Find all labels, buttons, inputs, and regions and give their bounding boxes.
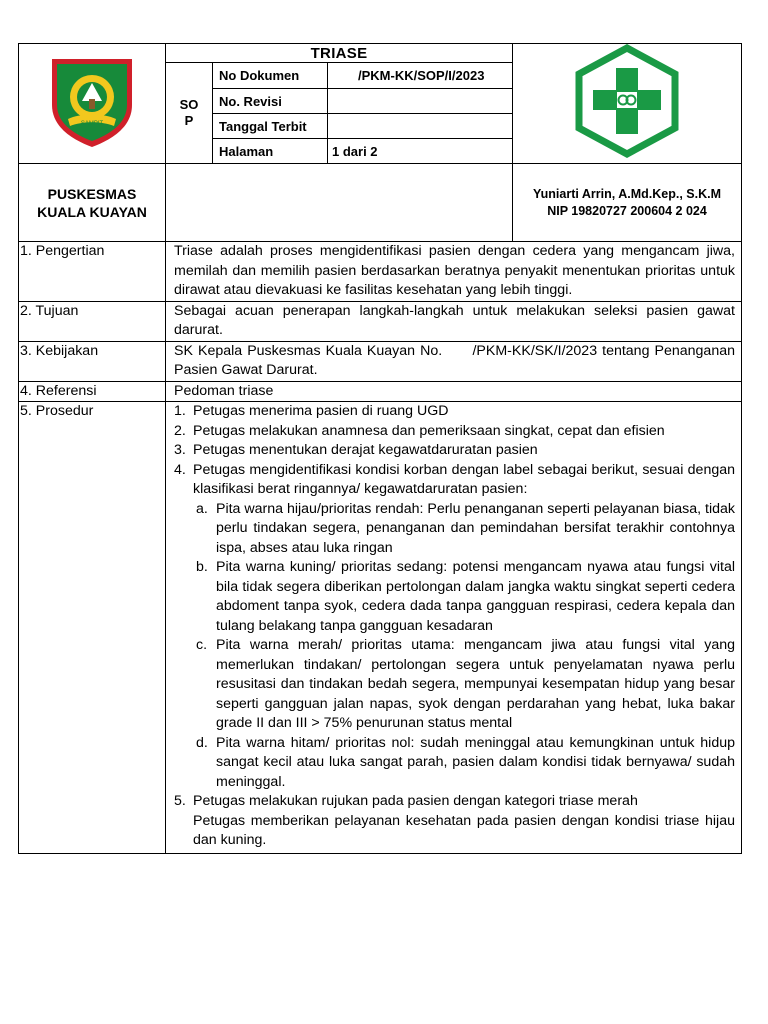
regency-crest-icon (46, 53, 138, 149)
procedure-step: 3. Petugas menentukan derajat kegawatdaruratan pasien (174, 442, 538, 458)
signer-name: Yuniarti Arrin, A.Md.Kep., S.K.M (533, 186, 721, 201)
procedure-step: 5. Petugas melakukan rujukan pada pasien dengan kategori triase merah (174, 793, 638, 809)
tujuan-label: 2. Tujuan (19, 301, 166, 341)
triage-red: c. Pita warna merah/ prioritas utama: mengancam jiwa atau fungsi vital yang memerlukan tindakan/ pertolongan segera untuk penyelamatan nyawa perlu resusitasi dan tindakan bedah segera, mempunyai kesempatan hidup yang besar seperti gangguan jalan napas, syok dengan perdarahan yang hebat, luka bakar grade II dan III > 75% penurunan status mental (196, 637, 735, 731)
issue-date-label: Tanggal Terbit (213, 114, 328, 139)
procedure-steps (174, 402, 735, 500)
signer-block (513, 164, 742, 242)
sop-document (18, 43, 741, 854)
referensi-label: 4. Referensi (19, 381, 166, 402)
sop-header-table (18, 43, 742, 242)
crest-banner-text: SAMPIT (80, 121, 104, 127)
triage-black: d. Pita warna hitam/ prioritas nol: sudah meninggal atau kemungkinan untuk hidup sangat kecil atau luka sangat parah, pasien dalam kondisi tidak bernyawa/ sudah meninggal. (196, 734, 735, 790)
procedure-step: 4. Petugas mengidentifikasi kondisi korban dengan label sebagai berikut, sesuai dengan klasifikasi berat ringannya/ kegawatdaruratan pasien: (174, 461, 735, 497)
page-value: 1 dari 2 (328, 139, 513, 164)
page-label: Halaman (213, 139, 328, 164)
prosedur-label: 5. Prosedur (19, 402, 166, 854)
procedure-step: 1. Petugas menerima pasien di ruang UGD (174, 403, 449, 419)
org-line-1: PUSKESMAS (47, 185, 137, 202)
doc-number-value: /PKM-KK/SOP/I/2023 (328, 63, 513, 89)
sop-body-table (18, 242, 742, 854)
org-line-2: KUALA KUAYAN (37, 203, 147, 220)
triage-green: a. Pita warna hijau/prioritas rendah: Perlu penanganan seperti pelayanan biasa, tidak perlu tindakan segera, penanganan dan pemindahan bersifat terakhir contohnya ispa, abses atau luka ringan (196, 500, 735, 556)
triage-yellow: b. Pita warna kuning/ prioritas sedang: potensi mengancam nyawa atau fungsi vital bila tidak segera diberikan pertolongan dalam jangka waktu singkat seperti cedera abdoment tanpa syok, cedera dada tanpa gangguan respirasi, cedera kepala dan tulang belakang tanpa gangguan kesadaran (196, 559, 735, 634)
pengertian-text: Triase adalah proses mengidentifikasi pasien dengan cedera yang mengancam jiwa, memilah dan memilih pasien berdasarkan beratnya penyakit menentukan prioritas untuk dirawat atau dievakuasi ke fasilitas kesehatan yang lebih tinggi. (166, 242, 742, 301)
issue-date-value (328, 114, 513, 139)
tujuan-text: Sebagai acuan penerapan langkah-langkah untuk melakukan seleksi pasien gawat darurat. (166, 301, 742, 341)
referensi-text: Pedoman triase (166, 381, 742, 402)
procedure-step-continuation: Petugas memberikan pelayanan kesehatan pada pasien dengan kondisi triase hijau dan kuning. (193, 812, 735, 848)
procedure-step: 2. Petugas melakukan anamnesa dan pemeriksaan singkat, cepat dan efisien (174, 422, 665, 439)
signer-nip: NIP 19820727 200604 2 024 (547, 203, 707, 218)
puskesmas-logo-icon (571, 44, 683, 158)
doc-number-label: No Dokumen (213, 63, 328, 89)
document-title: TRIASE (166, 44, 513, 63)
regency-logo-cell (19, 44, 166, 164)
blank-center-cell (166, 164, 513, 242)
prosedur-content (166, 402, 742, 854)
triage-categories (174, 500, 735, 793)
kebijakan-text: SK Kepala Puskesmas Kuala Kuayan No. /PKM-KK/SK/I/2023 tentang Penanganan Pasien Gawat Darurat. (166, 341, 742, 381)
organization-name (19, 164, 166, 242)
revision-label: No. Revisi (213, 89, 328, 114)
revision-value (328, 89, 513, 114)
sop-label: SO P (166, 63, 213, 164)
procedure-steps-final (174, 792, 735, 812)
pengertian-label: 1. Pengertian (19, 242, 166, 301)
puskesmas-logo-cell (513, 44, 742, 164)
kebijakan-label: 3. Kebijakan (19, 341, 166, 381)
